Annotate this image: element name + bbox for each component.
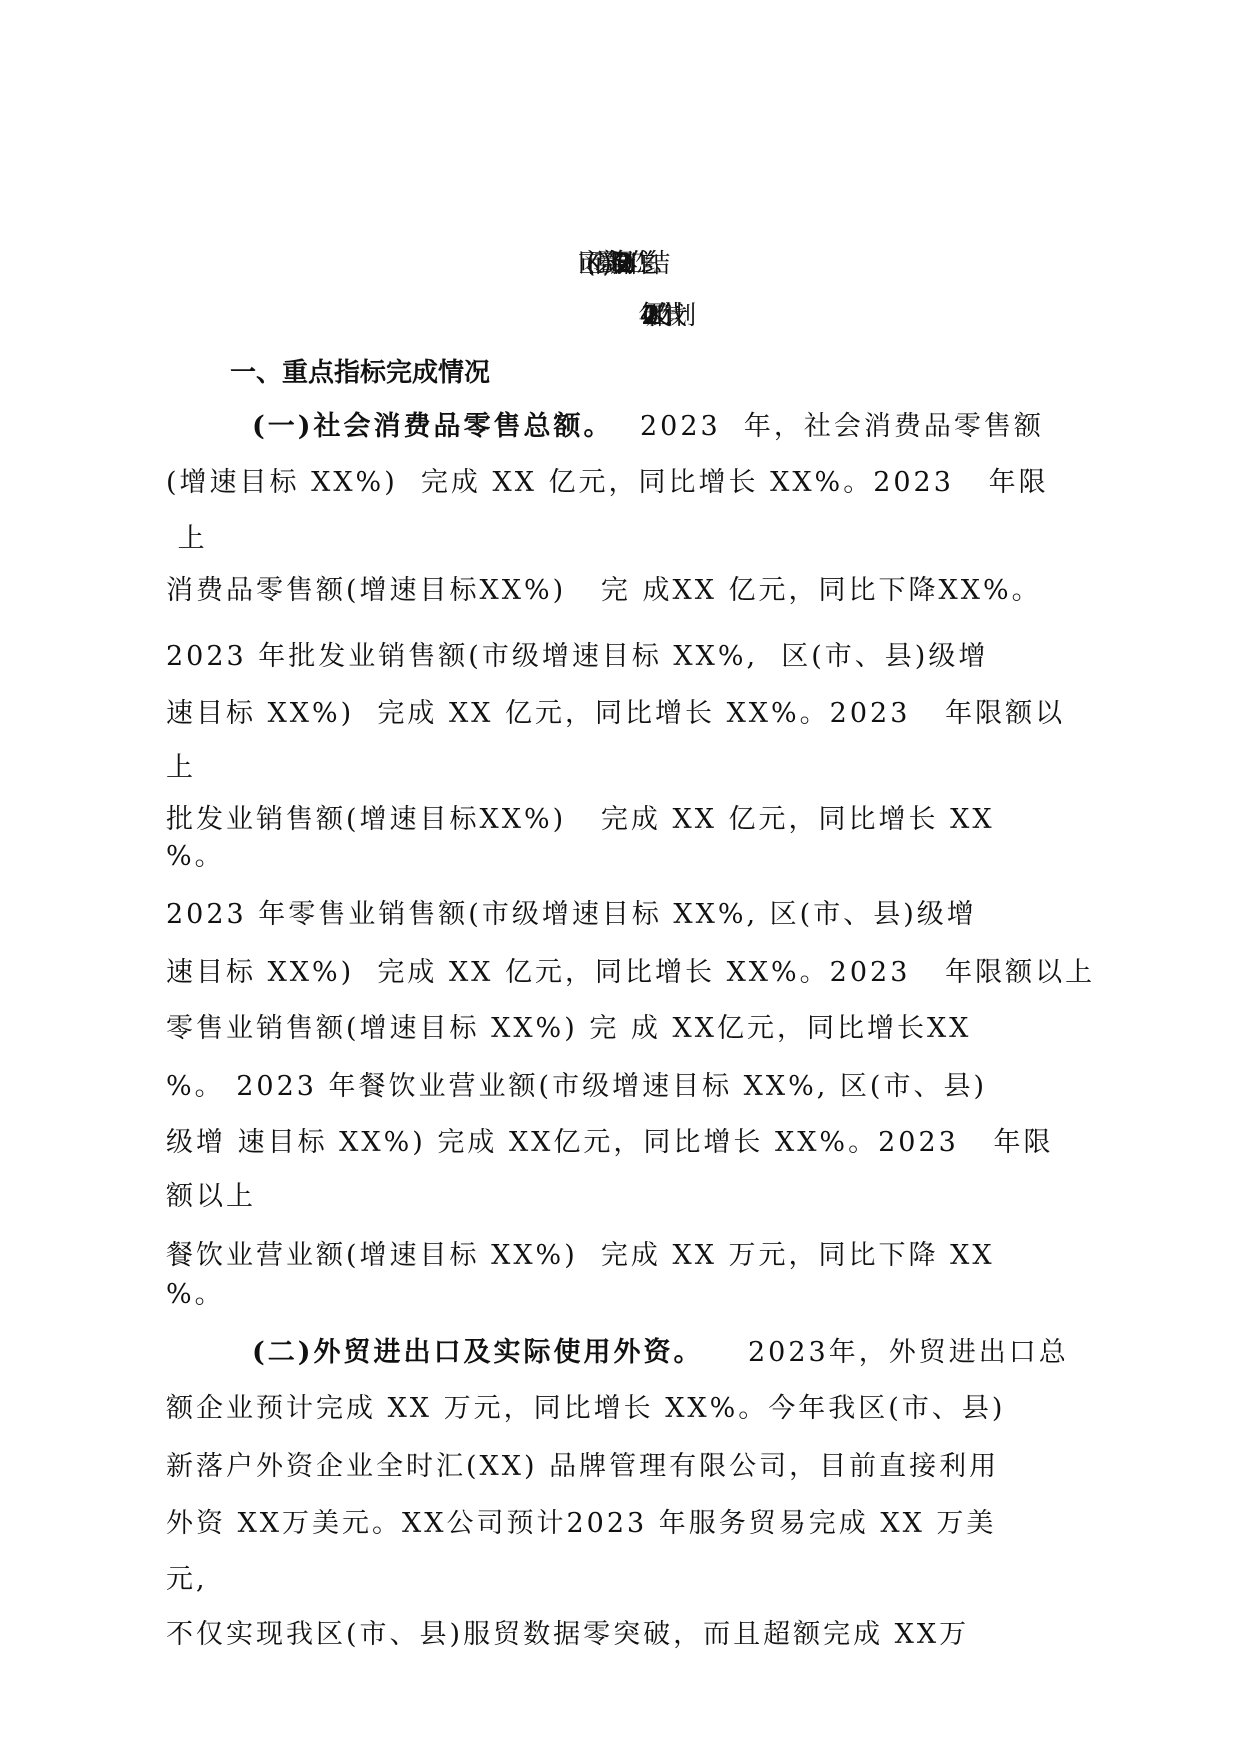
paragraph-line: 2023 年，社会消费品零售额 xyxy=(640,411,1044,442)
paragraph-line: 元, xyxy=(166,1564,208,1595)
paragraph-line: %。 xyxy=(166,841,225,872)
paragraph-line: 新落户外资企业全时汇(XX) 品牌管理有限公司，目前直接利用 xyxy=(166,1451,1000,1482)
paragraph-line: 上 xyxy=(166,523,208,554)
paragraph-line: %。 xyxy=(166,1279,225,1310)
section-heading: 一、重点指标完成情况 xyxy=(230,358,491,388)
paragraph-line: 2023 年批发业销售额(市级增速目标 XX%, 区(市、县)级增 xyxy=(166,641,989,672)
paragraph-line: 外资 XX万美元。XX公司预计2023 年服务贸易完成 XX 万美 xyxy=(166,1508,997,1539)
paragraph-line: %。 2023 年餐饮业营业额(市级增速目标 XX%, 区(市、县) xyxy=(166,1071,987,1102)
paragraph-line: 消费品零售额(增速目标XX%) 完 成XX 亿元，同比下降XX%。 xyxy=(166,575,1042,606)
paragraph-line: (增速目标 XX%) 完成 XX 亿元，同比增长 XX%。2023 年限 xyxy=(166,467,1049,498)
subheading-retail: (一)社会消费品零售总额。 xyxy=(252,411,614,442)
paragraph-line: 2023年，外贸进出口总 xyxy=(748,1337,1069,1368)
paragraph-line: 零售业销售额(增速目标 XX%) 完 成 XX亿元，同比增长XX xyxy=(166,1013,972,1044)
subheading-trade: (二)外贸进出口及实际使用外资。 xyxy=(252,1337,704,1368)
paragraph-line: 不仅实现我区(市、县)服贸数据零突破，而且超额完成 XX万 xyxy=(166,1619,970,1650)
paragraph-line: 速目标 XX%) 完成 XX 亿元，同比增长 XX%。2023 年限额以上 xyxy=(166,957,1096,988)
paragraph-line: 批发业销售额(增速目标XX%) 完成 XX 亿元，同比增长 XX xyxy=(166,804,995,835)
paragraph-line: 餐饮业营业额(增速目标 XX%) 完成 XX 万元，同比下降 XX xyxy=(166,1240,995,1271)
paragraph-line: 额以上 xyxy=(166,1181,256,1212)
paragraph-line: 速目标 XX%) 完成 XX 亿元，同比增长 XX%。2023 年限额以 xyxy=(166,698,1066,729)
paragraph-line: 额企业预计完成 XX 万元，同比增长 XX%。今年我区(市、县) xyxy=(166,1393,1006,1424)
document-title-line-1: 区(市、县)商务局2023年工作总结 xyxy=(577,249,653,279)
paragraph-line: 上 xyxy=(166,752,196,783)
paragraph-line: 2023 年零售业销售额(市级增速目标 XX%, 区(市、县)级增 xyxy=(166,899,977,930)
document-title-line-2: 及 2024年工作计划 xyxy=(645,301,679,331)
paragraph-line: 级增 速目标 XX%) 完成 XX亿元，同比增长 XX%。2023 年限 xyxy=(166,1127,1054,1158)
